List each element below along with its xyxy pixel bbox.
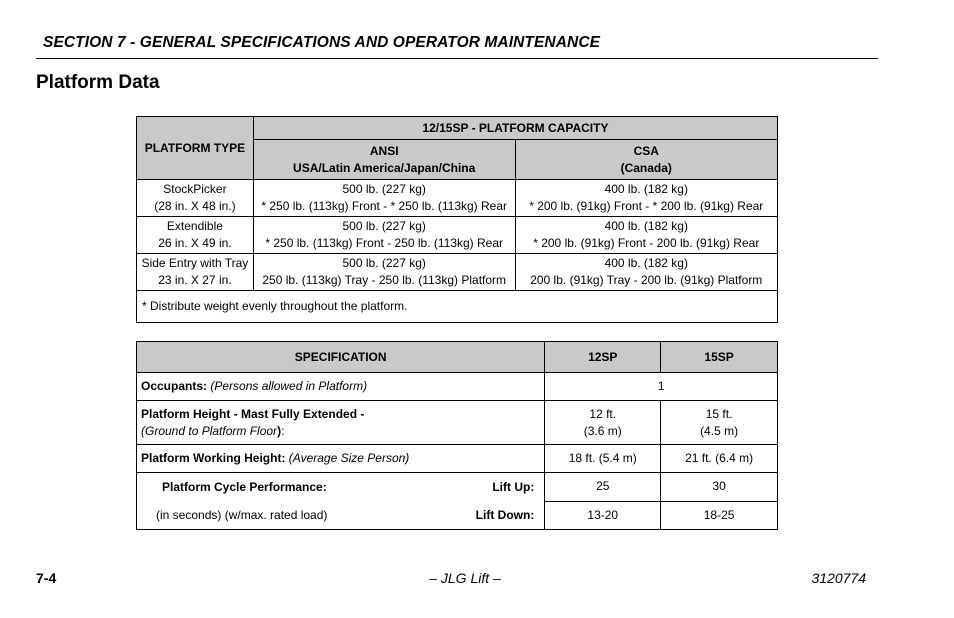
section-title: SECTION 7 - GENERAL SPECIFICATIONS AND OPERATOR MAINTENANCE	[43, 34, 601, 51]
height-12sp-m: (3.6 m)	[583, 423, 622, 438]
table-row	[137, 401, 778, 445]
platform-height-12sp	[545, 401, 661, 445]
lift-down-12sp: 13-20	[545, 501, 661, 530]
ansi-capacity-cell	[253, 217, 515, 254]
csa-total: 400 lb. (182 kg)	[604, 182, 688, 196]
working-height-15sp: 21 ft. (6.4 m)	[661, 445, 778, 473]
platform-height-label: Platform Height - Mast Fully Extended -	[141, 406, 365, 421]
platform-type-size: (28 in. X 48 in.)	[154, 199, 236, 213]
table-row	[137, 373, 778, 401]
csa-distribution: * 200 lb. (91kg) Front - 200 lb. (91kg) Rear	[533, 236, 760, 250]
cycle-performance-cell	[137, 473, 545, 530]
platform-type-name: StockPicker	[163, 182, 227, 196]
page-title: Platform Data	[36, 72, 160, 93]
csa-header	[515, 140, 777, 180]
platform-type-size: 23 in. X 27 in.	[158, 273, 232, 287]
occupants-description: (Persons allowed in Platform)	[210, 379, 368, 393]
ansi-header	[253, 140, 515, 180]
lift-down-15sp: 18-25	[661, 501, 778, 530]
occupants-value: 1	[545, 373, 778, 401]
csa-total: 400 lb. (182 kg)	[604, 256, 688, 270]
csa-distribution: 200 lb. (91kg) Tray - 200 lb. (91kg) Platform	[530, 273, 763, 287]
document-number: 3120774	[811, 570, 866, 586]
platform-height-paren: )	[277, 423, 282, 438]
platform-height-colon: :	[281, 423, 285, 438]
platform-type-size: 26 in. X 49 in.	[158, 236, 232, 250]
table-row	[137, 217, 778, 254]
table-row	[137, 473, 778, 502]
occupants-label-cell	[137, 373, 545, 401]
ansi-total: 500 lb. (227 kg)	[342, 182, 426, 196]
csa-capacity-cell	[515, 254, 777, 291]
platform-height-label-cell	[137, 401, 545, 445]
platform-capacity-table	[136, 116, 778, 323]
specification-table	[136, 341, 778, 530]
ansi-total: 500 lb. (227 kg)	[342, 256, 426, 270]
lift-up-15sp: 30	[661, 473, 778, 502]
lift-up-12sp: 25	[545, 473, 661, 502]
lift-down-label: Lift Down:	[475, 508, 535, 522]
platform-type-name: Side Entry with Tray	[141, 256, 249, 270]
table-row	[137, 180, 778, 217]
distribution-note: * Distribute weight evenly throughout the platform.	[137, 291, 778, 323]
12sp-header: 12SP	[545, 342, 661, 373]
height-15sp-m: (4.5 m)	[700, 423, 739, 438]
15sp-header: 15SP	[661, 342, 778, 373]
height-12sp-ft: 12 ft.	[589, 406, 617, 421]
csa-total: 400 lb. (182 kg)	[604, 219, 688, 233]
platform-type-name: Extendible	[166, 219, 223, 233]
ansi-capacity-cell	[253, 180, 515, 217]
csa-subtitle: (Canada)	[620, 160, 672, 175]
working-height-label-cell	[137, 445, 545, 473]
lift-up-label: Lift Up:	[492, 480, 535, 494]
table-row	[137, 254, 778, 291]
footer-center-text: – JLG Lift –	[429, 570, 501, 586]
working-height-label: Platform Working Height:	[141, 451, 289, 465]
specification-header: SPECIFICATION	[137, 342, 545, 373]
ansi-subtitle: USA/Latin America/Japan/China	[293, 160, 476, 175]
working-height-description: (Average Size Person)	[288, 451, 410, 465]
working-height-12sp: 18 ft. (5.4 m)	[545, 445, 661, 473]
platform-type-cell	[137, 254, 254, 291]
platform-type-cell	[137, 180, 254, 217]
cycle-performance-description: (in seconds) (w/max. rated load)	[156, 508, 328, 522]
header-divider	[36, 58, 878, 59]
table-row	[137, 445, 778, 473]
ansi-distribution: * 250 lb. (113kg) Front - * 250 lb. (113kg) Rear	[261, 199, 508, 213]
occupants-label: Occupants:	[141, 379, 211, 393]
ansi-capacity-cell	[253, 254, 515, 291]
platform-height-15sp	[661, 401, 778, 445]
ansi-distribution: * 250 lb. (113kg) Front - 250 lb. (113kg) Rear	[265, 236, 504, 250]
platform-type-header: PLATFORM TYPE	[137, 117, 254, 180]
platform-height-description: (Ground to Platform Floor	[141, 423, 278, 438]
ansi-distribution: 250 lb. (113kg) Tray - 250 lb. (113kg) Platform	[262, 273, 507, 287]
csa-capacity-cell	[515, 217, 777, 254]
ansi-total: 500 lb. (227 kg)	[342, 219, 426, 233]
height-15sp-ft: 15 ft.	[705, 406, 733, 421]
platform-type-cell	[137, 217, 254, 254]
page-number: 7-4	[36, 570, 57, 586]
ansi-title: ANSI	[369, 143, 399, 158]
csa-title: CSA	[633, 143, 659, 158]
csa-capacity-cell	[515, 180, 777, 217]
capacity-header: 12/15SP - PLATFORM CAPACITY	[253, 117, 777, 140]
cycle-performance-label: Platform Cycle Performance:	[162, 480, 327, 494]
csa-distribution: * 200 lb. (91kg) Front - * 200 lb. (91kg) Rear	[529, 199, 764, 213]
